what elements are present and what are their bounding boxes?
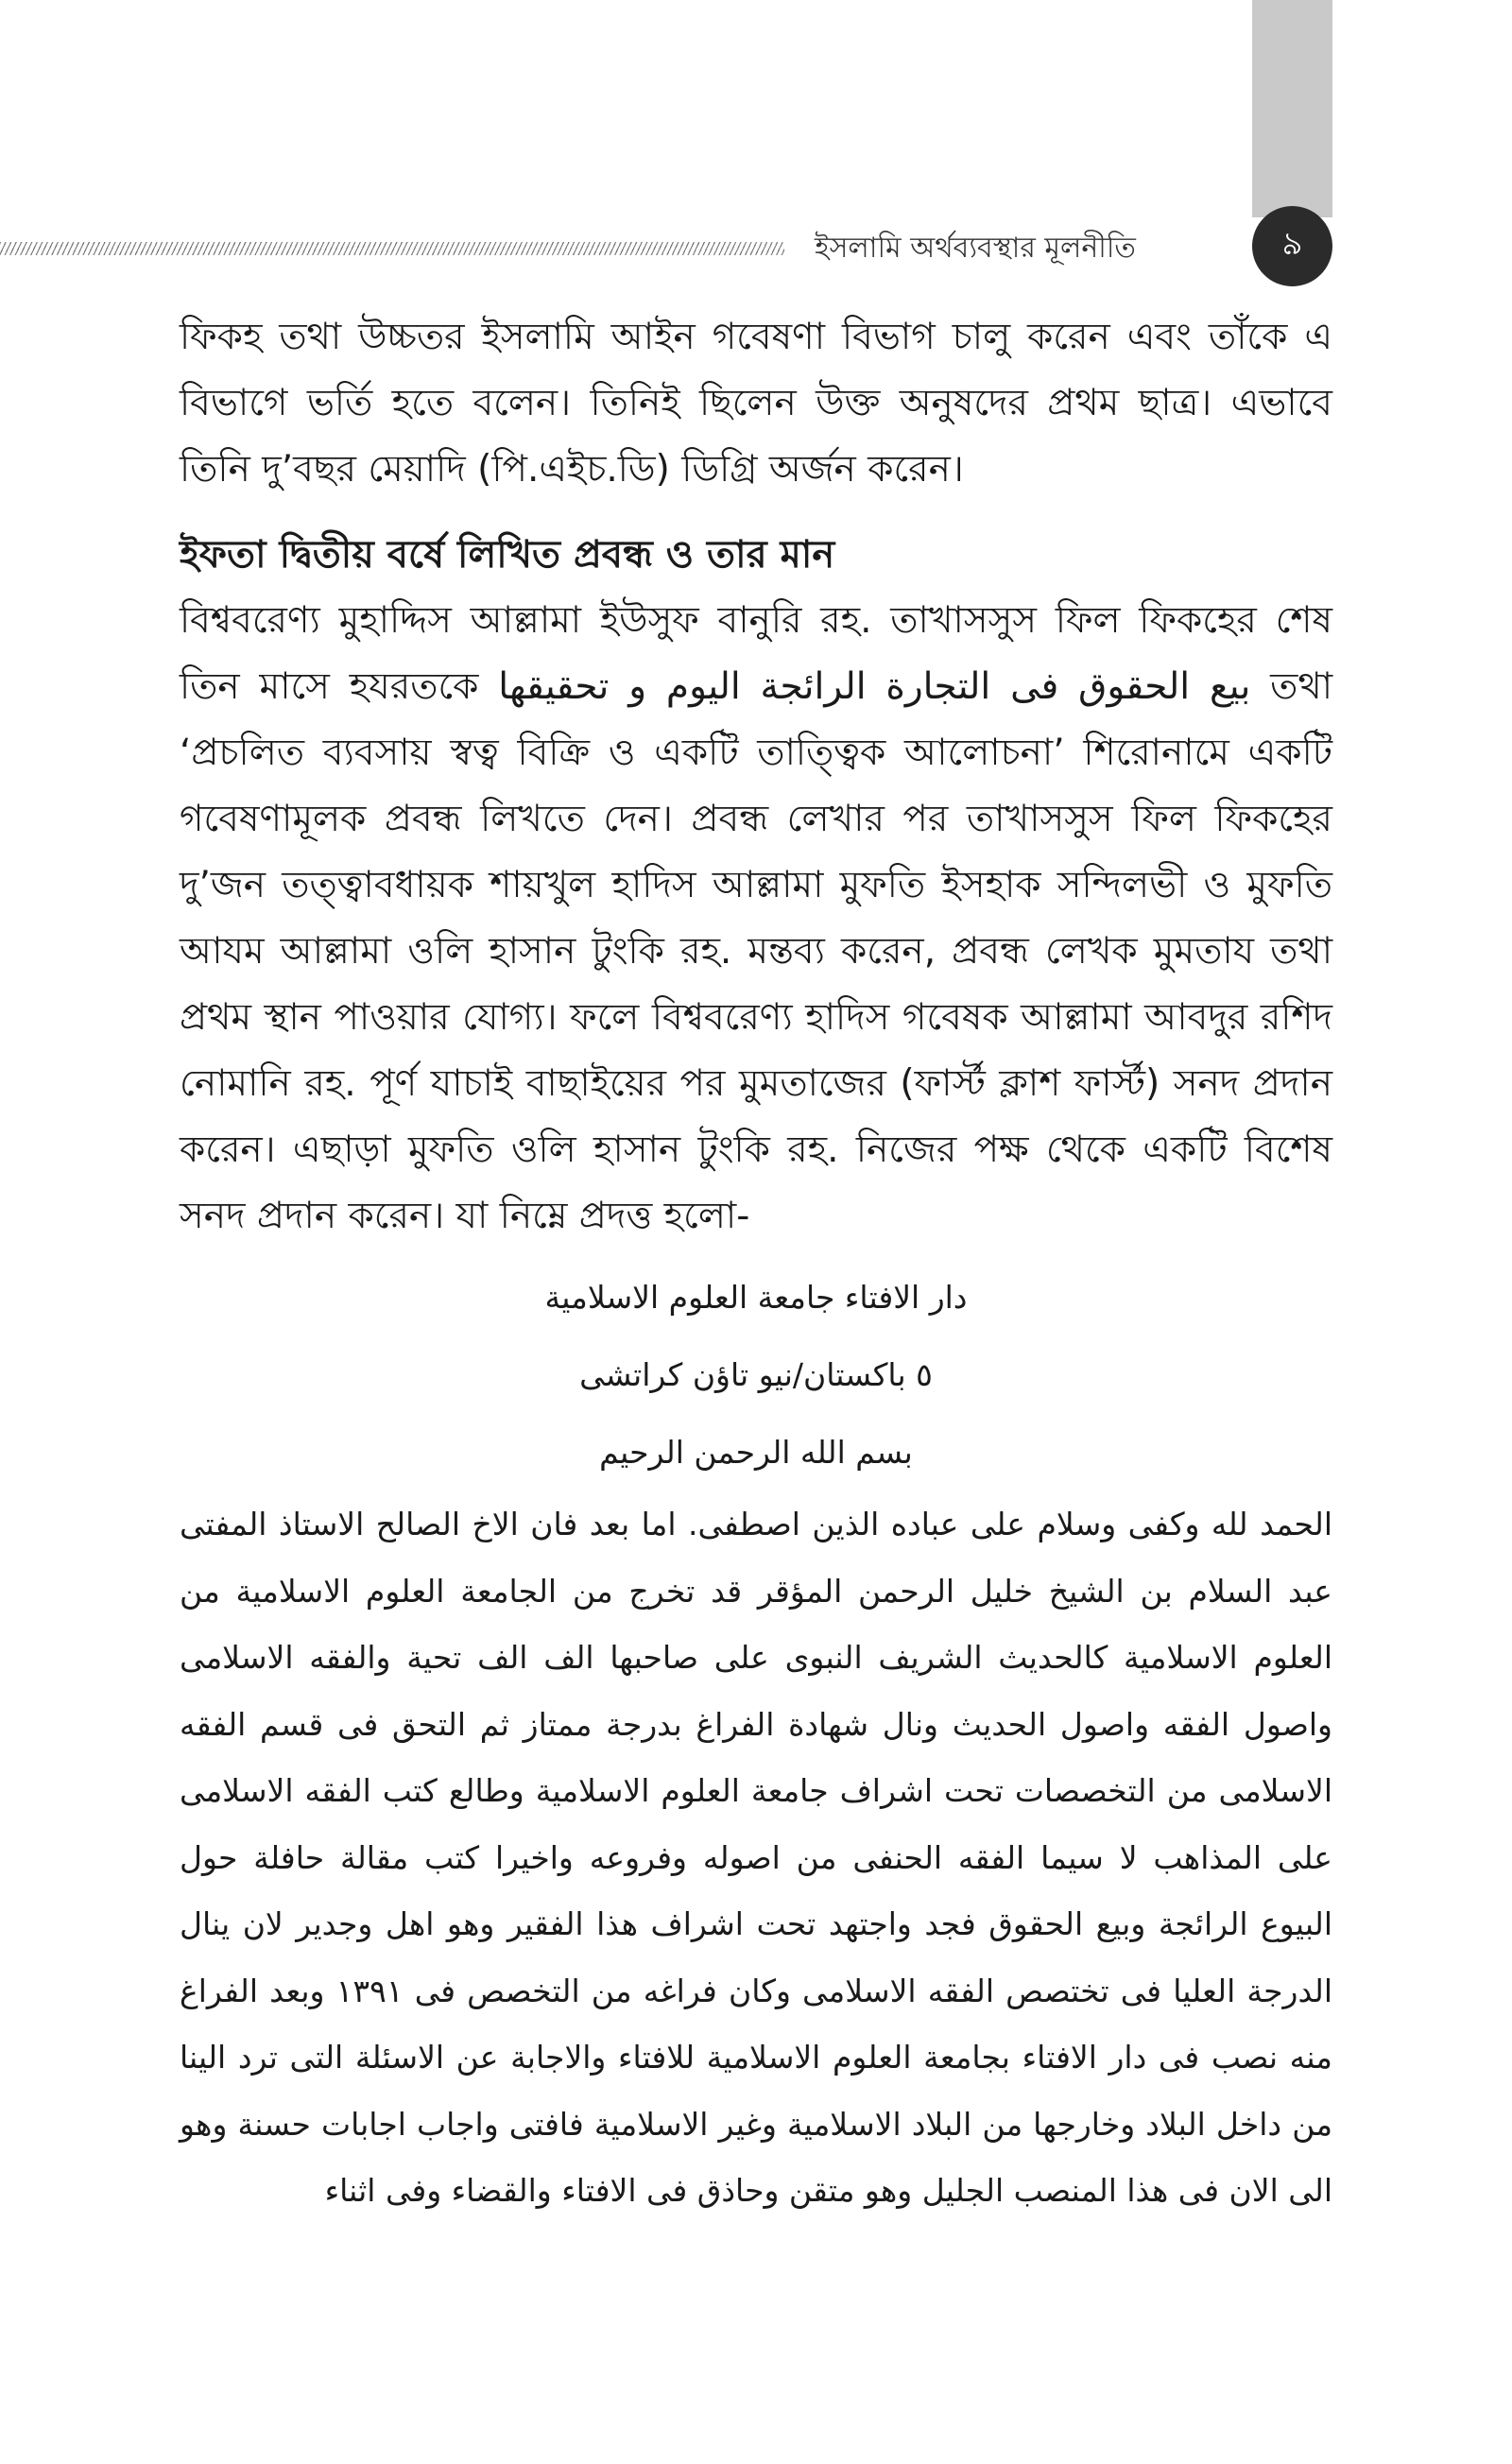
certificate-institution: دار الافتاء جامعة العلوم الاسلامية <box>544 1279 968 1316</box>
intro-paragraph: ফিকহ তথা উচ্চতর ইসলামি আইন গবেষণা বিভাগ চালু করেন এবং তাঁকে এ বিভাগে ভর্তি হতে বলেন। তিনিই ছিলেন উক্ত অনুষদের প্রথম ছাত্র। এভাবে তিনি দু’বছর মেয়াদি (পি.এইচ.ডি) ডিগ্রি অর্জন করেন। <box>180 316 1332 491</box>
chapter-side-tab <box>1252 0 1332 217</box>
certificate-body: الحمد لله وكفى وسلام على عباده الذين اصطفى. اما بعد فان الاخ الصالح الاستاذ المفتى عبد السلام بن الشيخ خليل الرحمن المؤقر قد تخرج من الجامعة العلوم الاسلامية من العلوم الاسلامية كالحديث الشريف النبوى على صاحبها الف الف تحية والفقه الاسلامى واصول الفقه واصول الحديث ونال شهادة الفراغ بدرجة ممتاز ثم التحق فى قسم الفقه الاسلامى من التخصصات تحت اشراف جامعة العلوم الاسلامية وطالع كتب الفقه الاسلامى على المذاهب لا سيما الفقه الحنفى من اصوله وفروعه واخيرا كتب مقالة حافلة حول البيوع الرائجة وبيع الحقوق فجد واجتهد تحت اشراف هذا الفقير وهو اهل وجدير لان ينال الدرجة العليا فى تختصص الفقه الاسلامى وكان فراغه من التخصص فى ١٣٩١ وبعد الفراغ منه نصب فى دار الافتاء بجامعة العلوم الاسلامية للافتاء والاجابة عن الاسئلة التى ترد الينا من داخل البلاد وخارجها من البلاد الاسلامية وغير الاسلامية فافتى واجاب اجابات حسنة وهو الى الان فى هذا المنصب الجليل وهو متقن وحاذق فى الافتاء والقضاء وفى اثناء <box>180 1506 1332 2209</box>
certificate-address: ٥ باكستان/نيو تاؤن كراتشى <box>579 1356 933 1393</box>
arabic-article-title: بيع الحقوق فى التجارة الرائجة اليوم و تحقيقها <box>498 665 1251 708</box>
section-paragraph <box>180 588 1332 1249</box>
page-content <box>180 304 1332 2225</box>
page-number: ৯ <box>1281 225 1303 263</box>
section-heading: ইফতা দ্বিতীয় বর্ষে লিখিত প্রবন্ধ ও তার মান <box>180 533 835 577</box>
section-paragraph-end: তথা ‘প্রচলিত ব্যবসায় স্বত্ব বিক্রি ও একটি তাত্ত্বিক আলোচনা’ শিরোনামে একটি গবেষণামূলক প্রবন্ধ লিখতে দেন। প্রবন্ধ লেখার পর তাখাসসুস ফিল ফিকহের দু’জন তত্ত্বাবধায়ক শায়খুল হাদিস আল্লামা মুফতি ইসহাক সন্দিলভী ও মুফতি আযম আল্লামা ওলি হাসান টুংকি রহ. মন্তব্য করেন, প্রবন্ধ লেখক মুমতায তথা প্রথম স্থান পাওয়ার যোগ্য। ফলে বিশ্ববরেণ্য হাদিস গবেষক আল্লামা আবদুর রশিদ নোমানি রহ. পূর্ণ যাচাই বাছাইয়ের পর মুমতাজের (ফার্স্ট ক্লাশ ফার্স্ট) সনদ প্রদান করেন। এছাড়া মুফতি ওলি হাসান টুংকি রহ. নিজের পক্ষ থেকে একটি বিশেষ সনদ প্রদান করেন। যা নিম্নে প্রদত্ত হলো- <box>180 665 1333 1237</box>
running-title: ইসলামি অর্থব্যবস্থার মূলনীতি <box>815 232 1136 265</box>
header-hatch-rule <box>0 242 784 255</box>
certificate-basmala: بسم الله الرحمن الرحيم <box>599 1434 913 1471</box>
page-number-badge <box>1252 206 1332 286</box>
certificate <box>180 1259 1332 2225</box>
section-paragraph-start: বিশ্ববরেণ্য মুহাদ্দিস আল্লামা ইউসুফ বানুরি রহ. তাখাসসুস ফিল ফিকহের শেষ তিন মাসে হযরতকে <box>180 599 1332 708</box>
